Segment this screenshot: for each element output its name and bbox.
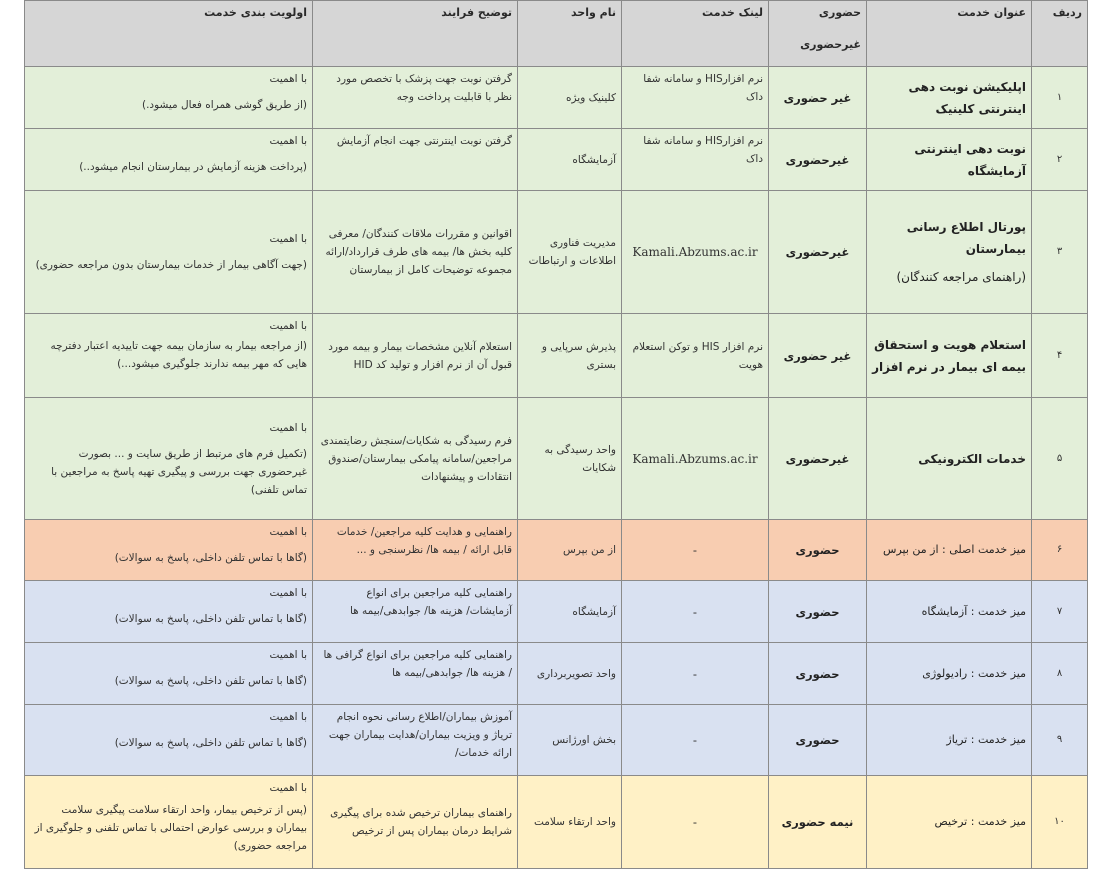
service-link[interactable]: Kamali.Abzums.ac.ir [622,191,769,314]
priority-note: (پرداخت هزینه آزمایش در بیمارستان انجام میشود..) [79,161,307,173]
priority-label: با اهمیت [269,526,307,538]
process-description: آموزش بیماران/اطلاع رسانی نحوه انجام تریاژ و ویزیت بیماران/هدایت بیماران جهت ارائه خدمات/ [313,705,518,776]
unit-name: پذیرش سرپایی و بستری [518,314,622,398]
unit-name: واحد تصویربرداری [518,643,622,705]
service-title: میز خدمت : ترخیص [867,776,1032,869]
service-link: - [622,776,769,869]
service-title: نوبت دهی اینترنتی آزمایشگاه [867,129,1032,191]
service-mode: نیمه حضوری [769,776,867,869]
unit-name: بخش اورژانس [518,705,622,776]
header-service-title: عنوان خدمت [867,1,1032,67]
priority-note: (گاها با تماس تلفن داخلی، پاسخ به سوالات) [114,613,307,625]
priority-cell [25,191,313,314]
priority-label: با اهمیت [269,73,307,85]
priority-cell [25,581,313,643]
service-title-main: پورتال اطلاع رسانی بیمارستان [906,220,1026,256]
unit-name: آزمایشگاه [518,581,622,643]
priority-note: (تکمیل فرم های مرتبط از طریق سایت و ... بصورت غیرحضوری جهت بررسی و پیگیری تهیه پاسخ به مراجعین با تماس تلفنی) [51,447,307,496]
unit-name: آزمایشگاه [518,129,622,191]
process-description: راهنمایی کلیه مراجعین برای انواع آزمایشات/ هزینه ها/ جوابدهی/بیمه ها [313,581,518,643]
process-description: اقوانین و مقررات ملاقات کنندگان/ معرفی کلیه بخش ها/ بیمه های طرف قرارداد/ارائه مجموعه توضیحات کامل از بیمارستان [313,191,518,314]
priority-cell [25,520,313,581]
priority-note: (گاها با تماس تلفن داخلی، پاسخ به سوالات) [114,552,307,564]
table-row [25,191,1088,314]
service-link: - [622,520,769,581]
service-title: میز خدمت : رادیولوژی [867,643,1032,705]
service-mode: غیرحضوری [769,398,867,520]
process-description: گرفتن نوبت اینترنتی جهت انجام آزمایش [313,129,518,191]
row-number: ۷ [1032,581,1088,643]
priority-label: با اهمیت [269,421,307,434]
table-row [25,776,1088,869]
services-table [24,0,1088,869]
service-title: اپلیکیشن نوبت دهی اینترنتی کلینیک [867,67,1032,129]
table-row [25,67,1088,129]
service-link: نرم افزار HIS و توکن استعلام هویت [622,314,769,398]
priority-cell [25,705,313,776]
unit-name: واحد ارتقاء سلامت [518,776,622,869]
service-link: - [622,581,769,643]
service-title-note: (راهنمای مراجعه کنندگان) [896,270,1026,284]
priority-note: (جهت آگاهی بیمار از خدمات بیمارستان بدون مراجعه حضوری) [35,259,307,271]
priority-label: با اهمیت [269,649,307,661]
unit-name: کلینیک ویژه [518,67,622,129]
header-mode-line2: غیرحضوری [800,38,861,51]
priority-cell [25,398,313,520]
service-link: نرم افزارHIS و سامانه شفا داک [622,67,769,129]
table-row [25,129,1088,191]
priority-label: با اهمیت [269,320,307,332]
priority-note: (گاها با تماس تلفن داخلی، پاسخ به سوالات) [114,737,307,749]
service-mode: غیرحضوری [769,129,867,191]
service-title: میز خدمت اصلی : از من بپرس [867,520,1032,581]
priority-cell [25,129,313,191]
header-mode-line1: حضوری [818,6,861,19]
row-number: ۱۰ [1032,776,1088,869]
priority-label: با اهمیت [269,587,307,599]
process-description: راهنمای بیماران ترخیص شده برای پیگیری شرایط درمان بیماران پس از ترخیص [313,776,518,869]
row-number: ۳ [1032,191,1088,314]
service-mode: غیرحضوری [769,191,867,314]
unit-name: واحد رسیدگی به شکایات [518,398,622,520]
priority-cell [25,67,313,129]
service-title [867,191,1032,314]
table-row [25,314,1088,398]
service-link: نرم افزارHIS و سامانه شفا داک [622,129,769,191]
table-row [25,520,1088,581]
header-service-link: لینک خدمت [622,1,769,67]
service-title: میز خدمت : آزمایشگاه [867,581,1032,643]
table-row [25,643,1088,705]
header-mode [769,1,867,67]
priority-note: (گاها با تماس تلفن داخلی، پاسخ به سوالات) [114,675,307,687]
process-description: استعلام آنلاین مشخصات بیمار و بیمه مورد قبول آن از نرم افزار و تولید کد HID [313,314,518,398]
service-title: میز خدمت : ترياژ [867,705,1032,776]
service-mode: حضوری [769,520,867,581]
table-row [25,705,1088,776]
service-mode: حضوری [769,705,867,776]
row-number: ۲ [1032,129,1088,191]
priority-label: با اهمیت [269,711,307,723]
service-mode: حضوری [769,581,867,643]
process-description: گرفتن نوبت جهت پزشک با تخصص مورد نظر با قابلیت پرداخت وجه [313,67,518,129]
priority-cell [25,776,313,869]
priority-note: (از مراجعه بیمار به سازمان بیمه جهت تاییدیه اعتبار دفترچه هایی که مهر بیمه ندارند جلوگیری میشود...) [50,340,307,370]
table-row [25,581,1088,643]
header-unit-name: نام واحد [518,1,622,67]
process-description: فرم رسیدگی به شکایات/سنجش رضایتمندی مراجعین/سامانه پیامکی بیمارستان/صندوق انتقادات و پیشنهادات [313,398,518,520]
priority-label: با اهمیت [269,782,307,794]
unit-name: از من بپرس [518,520,622,581]
header-priority: اولویت بندی خدمت [25,1,313,67]
priority-cell [25,314,313,398]
process-description: راهنمایی و هدایت کلیه مراجعین/ خدمات قابل ارائه / بیمه ها/ نظرسنجی و ... [313,520,518,581]
service-mode: غیر حضوری [769,314,867,398]
priority-cell [25,643,313,705]
priority-note: (از طریق گوشی همراه فعال میشود.) [141,99,307,111]
service-title: استعلام هویت و استحقاق بیمه ای بیمار در نرم افزار [867,314,1032,398]
process-description: راهنمایی کلیه مراجعین برای انواع گرافی ها / هزینه ها/ جوابدهی/بیمه ها [313,643,518,705]
service-mode: غیر حضوری [769,67,867,129]
priority-note: (پس از ترخیص بیمار، واحد ارتقاء سلامت پیگیری سلامت بیماران و بررسی عوارض احتمالی با تماس تلفنی و جلوگیری از مراجعه حضوری) [34,804,307,852]
service-link: - [622,705,769,776]
service-link: - [622,643,769,705]
row-number: ۵ [1032,398,1088,520]
unit-name: مدیریت فناوری اطلاعات و ارتباطات [518,191,622,314]
service-title: خدمات الکترونیکی [867,398,1032,520]
header-process-description: توضیح فرایند [313,1,518,67]
row-number: ۸ [1032,643,1088,705]
row-number: ۶ [1032,520,1088,581]
row-number: ۱ [1032,67,1088,129]
table-row [25,398,1088,520]
service-mode: حضوری [769,643,867,705]
priority-label: با اهمیت [269,135,307,147]
priority-label: با اهمیت [269,233,307,245]
service-link[interactable]: Kamali.Abzums.ac.ir [622,398,769,520]
header-row-number: ردیف [1032,1,1088,67]
row-number: ۹ [1032,705,1088,776]
row-number: ۴ [1032,314,1088,398]
header-row [25,1,1088,67]
